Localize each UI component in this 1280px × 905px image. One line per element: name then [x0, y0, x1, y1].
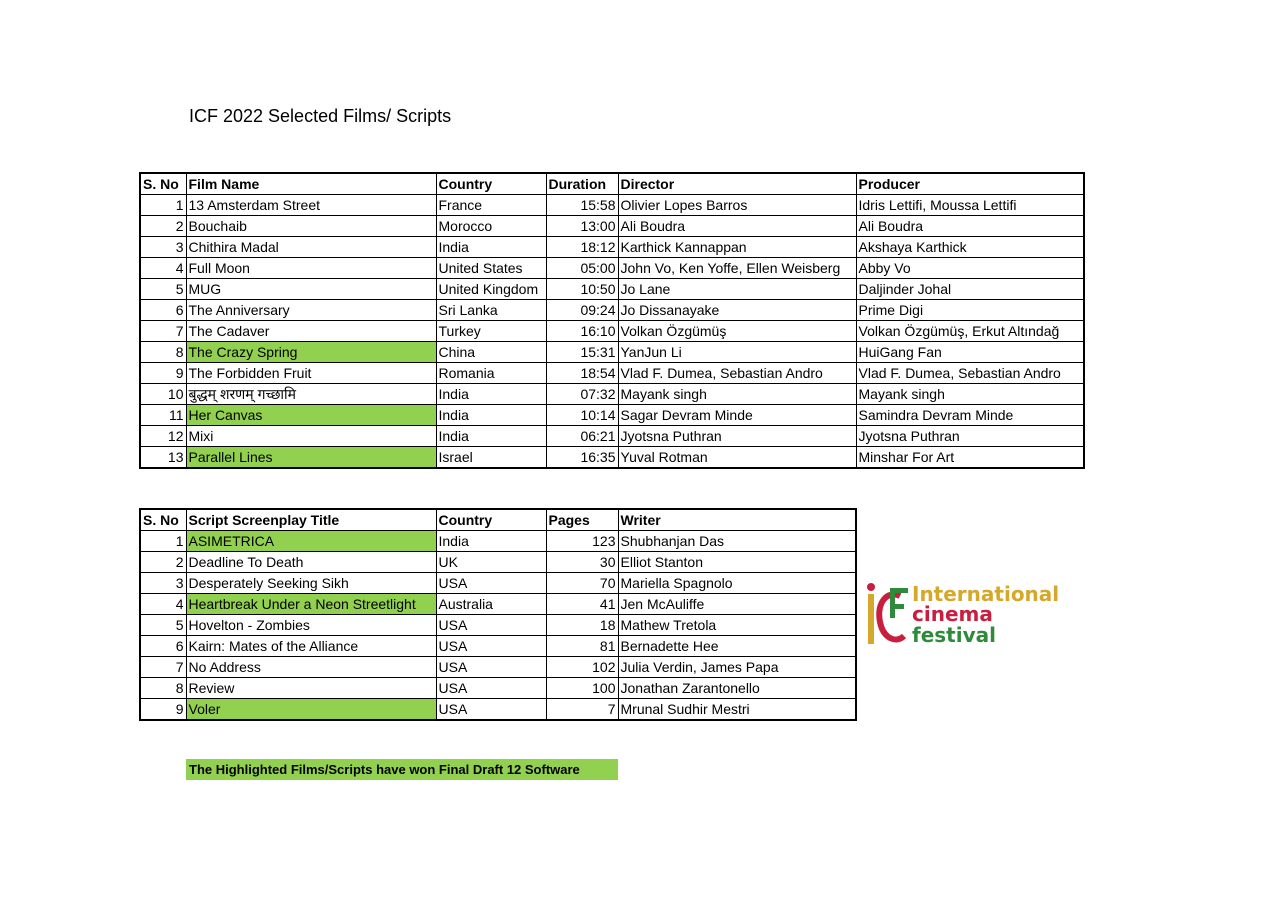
- film-row: [140, 342, 1084, 363]
- film-country: Morocco: [436, 216, 546, 237]
- script-pages: 18: [546, 615, 618, 636]
- film-sno: 2: [140, 216, 186, 237]
- script-pages: 100: [546, 678, 618, 699]
- film-producer: Samindra Devram Minde: [856, 405, 1084, 426]
- film-director: Jo Lane: [618, 279, 856, 300]
- film-duration: 15:31: [546, 342, 618, 363]
- film-row: [140, 363, 1084, 384]
- film-sno: 3: [140, 237, 186, 258]
- script-row: [140, 699, 856, 721]
- scripts-header-row: [140, 509, 856, 531]
- script-country: USA: [436, 636, 546, 657]
- film-producer: Daljinder Johal: [856, 279, 1084, 300]
- film-row: [140, 300, 1084, 321]
- scripts-col-sno: S. No: [140, 509, 186, 531]
- script-sno: 3: [140, 573, 186, 594]
- film-country: India: [436, 405, 546, 426]
- film-country: Romania: [436, 363, 546, 384]
- film-sno: 4: [140, 258, 186, 279]
- film-country: India: [436, 384, 546, 405]
- highlight-note: The Highlighted Films/Scripts have won Final Draft 12 Software: [186, 759, 618, 780]
- script-title: No Address: [186, 657, 436, 678]
- script-row: [140, 636, 856, 657]
- films-table: [139, 172, 1085, 469]
- film-sno: 6: [140, 300, 186, 321]
- film-name: The Anniversary: [186, 300, 436, 321]
- film-producer: Jyotsna Puthran: [856, 426, 1084, 447]
- film-sno: 9: [140, 363, 186, 384]
- script-writer: Mathew Tretola: [618, 615, 856, 636]
- script-writer: Mrunal Sudhir Mestri: [618, 699, 856, 721]
- film-duration: 10:50: [546, 279, 618, 300]
- film-name: Mixi: [186, 426, 436, 447]
- script-country: UK: [436, 552, 546, 573]
- film-row: [140, 426, 1084, 447]
- script-writer: Elliot Stanton: [618, 552, 856, 573]
- film-director: Ali Boudra: [618, 216, 856, 237]
- film-name: The Cadaver: [186, 321, 436, 342]
- films-col-director: Director: [618, 173, 856, 195]
- films-header-row: [140, 173, 1084, 195]
- film-duration: 18:54: [546, 363, 618, 384]
- script-sno: 4: [140, 594, 186, 615]
- script-sno: 2: [140, 552, 186, 573]
- script-country: USA: [436, 657, 546, 678]
- film-producer: Abby Vo: [856, 258, 1084, 279]
- film-row: [140, 405, 1084, 426]
- film-duration: 05:00: [546, 258, 618, 279]
- film-name: Parallel Lines: [186, 447, 436, 469]
- script-writer: Shubhanjan Das: [618, 531, 856, 552]
- script-pages: 102: [546, 657, 618, 678]
- film-producer: Prime Digi: [856, 300, 1084, 321]
- film-name: बुद्धम् शरणम् गच्छामि: [186, 384, 436, 405]
- film-row: [140, 321, 1084, 342]
- film-row: [140, 216, 1084, 237]
- script-title: Review: [186, 678, 436, 699]
- film-country: United States: [436, 258, 546, 279]
- films-col-country: Country: [436, 173, 546, 195]
- film-name: The Crazy Spring: [186, 342, 436, 363]
- film-name: Full Moon: [186, 258, 436, 279]
- film-director: YanJun Li: [618, 342, 856, 363]
- film-director: Mayank singh: [618, 384, 856, 405]
- film-producer: Vlad F. Dumea, Sebastian Andro: [856, 363, 1084, 384]
- script-title: ASIMETRICA: [186, 531, 436, 552]
- script-title: Hovelton - Zombies: [186, 615, 436, 636]
- film-producer: Ali Boudra: [856, 216, 1084, 237]
- film-row: [140, 279, 1084, 300]
- scripts-col-writer: Writer: [618, 509, 856, 531]
- script-country: USA: [436, 573, 546, 594]
- films-col-name: Film Name: [186, 173, 436, 195]
- logo-line-international: International: [912, 582, 1060, 606]
- script-writer: Bernadette Hee: [618, 636, 856, 657]
- film-country: Sri Lanka: [436, 300, 546, 321]
- script-sno: 5: [140, 615, 186, 636]
- script-title: Deadline To Death: [186, 552, 436, 573]
- scripts-col-title: Script Screenplay Title: [186, 509, 436, 531]
- script-sno: 6: [140, 636, 186, 657]
- film-name: The Forbidden Fruit: [186, 363, 436, 384]
- film-row: [140, 384, 1084, 405]
- script-writer: Jonathan Zarantonello: [618, 678, 856, 699]
- script-sno: 1: [140, 531, 186, 552]
- film-sno: 1: [140, 195, 186, 216]
- film-director: Volkan Özgümüş: [618, 321, 856, 342]
- films-col-sno: S. No: [140, 173, 186, 195]
- script-title: Kairn: Mates of the Alliance: [186, 636, 436, 657]
- film-row: [140, 195, 1084, 216]
- film-sno: 11: [140, 405, 186, 426]
- film-producer: Akshaya Karthick: [856, 237, 1084, 258]
- film-sno: 7: [140, 321, 186, 342]
- film-duration: 10:14: [546, 405, 618, 426]
- script-row: [140, 552, 856, 573]
- page-title: ICF 2022 Selected Films/ Scripts: [189, 106, 452, 126]
- film-sno: 5: [140, 279, 186, 300]
- script-sno: 9: [140, 699, 186, 721]
- film-director: John Vo, Ken Yoffe, Ellen Weisberg: [618, 258, 856, 279]
- film-country: India: [436, 237, 546, 258]
- script-country: Australia: [436, 594, 546, 615]
- film-country: China: [436, 342, 546, 363]
- film-sno: 8: [140, 342, 186, 363]
- film-director: Sagar Devram Minde: [618, 405, 856, 426]
- film-country: Israel: [436, 447, 546, 469]
- script-pages: 123: [546, 531, 618, 552]
- film-row: [140, 237, 1084, 258]
- script-country: USA: [436, 699, 546, 721]
- film-country: United Kingdom: [436, 279, 546, 300]
- script-writer: Mariella Spagnolo: [618, 573, 856, 594]
- film-duration: 09:24: [546, 300, 618, 321]
- film-row: [140, 258, 1084, 279]
- logo-line-festival: festival: [912, 623, 996, 647]
- film-sno: 12: [140, 426, 186, 447]
- film-director: Yuval Rotman: [618, 447, 856, 469]
- scripts-col-pages: Pages: [546, 509, 618, 531]
- icf-logo: [866, 580, 1086, 650]
- script-title: Heartbreak Under a Neon Streetlight: [186, 594, 436, 615]
- script-row: [140, 531, 856, 552]
- film-sno: 10: [140, 384, 186, 405]
- film-producer: Volkan Özgümüş, Erkut Altındağ: [856, 321, 1084, 342]
- script-row: [140, 678, 856, 699]
- film-duration: 15:58: [546, 195, 618, 216]
- film-country: Turkey: [436, 321, 546, 342]
- film-country: India: [436, 426, 546, 447]
- film-duration: 18:12: [546, 237, 618, 258]
- film-director: Jo Dissanayake: [618, 300, 856, 321]
- film-name: Her Canvas: [186, 405, 436, 426]
- script-row: [140, 594, 856, 615]
- script-title: Voler: [186, 699, 436, 721]
- film-producer: HuiGang Fan: [856, 342, 1084, 363]
- film-name: MUG: [186, 279, 436, 300]
- film-director: Karthick Kannappan: [618, 237, 856, 258]
- film-duration: 16:35: [546, 447, 618, 469]
- script-pages: 81: [546, 636, 618, 657]
- script-country: India: [436, 531, 546, 552]
- script-country: USA: [436, 615, 546, 636]
- film-name: Bouchaib: [186, 216, 436, 237]
- scripts-table: [139, 508, 857, 721]
- script-row: [140, 657, 856, 678]
- film-name: 13 Amsterdam Street: [186, 195, 436, 216]
- film-director: Olivier Lopes Barros: [618, 195, 856, 216]
- film-duration: 06:21: [546, 426, 618, 447]
- script-sno: 8: [140, 678, 186, 699]
- script-row: [140, 573, 856, 594]
- script-pages: 41: [546, 594, 618, 615]
- scripts-col-country: Country: [436, 509, 546, 531]
- film-country: France: [436, 195, 546, 216]
- script-sno: 7: [140, 657, 186, 678]
- script-writer: Julia Verdin, James Papa: [618, 657, 856, 678]
- film-duration: 07:32: [546, 384, 618, 405]
- script-pages: 70: [546, 573, 618, 594]
- script-pages: 7: [546, 699, 618, 721]
- films-col-producer: Producer: [856, 173, 1084, 195]
- script-country: USA: [436, 678, 546, 699]
- icf-monogram-icon: [866, 580, 910, 650]
- film-producer: Idris Lettifi, Moussa Lettifi: [856, 195, 1084, 216]
- script-writer: Jen McAuliffe: [618, 594, 856, 615]
- film-duration: 13:00: [546, 216, 618, 237]
- film-director: Jyotsna Puthran: [618, 426, 856, 447]
- film-producer: Mayank singh: [856, 384, 1084, 405]
- script-row: [140, 615, 856, 636]
- film-duration: 16:10: [546, 321, 618, 342]
- logo-line-cinema: cinema: [912, 602, 993, 626]
- film-director: Vlad F. Dumea, Sebastian Andro: [618, 363, 856, 384]
- film-row: [140, 447, 1084, 469]
- film-producer: Minshar For Art: [856, 447, 1084, 469]
- films-col-duration: Duration: [546, 173, 618, 195]
- film-sno: 13: [140, 447, 186, 469]
- film-name: Chithira Madal: [186, 237, 436, 258]
- script-pages: 30: [546, 552, 618, 573]
- script-title: Desperately Seeking Sikh: [186, 573, 436, 594]
